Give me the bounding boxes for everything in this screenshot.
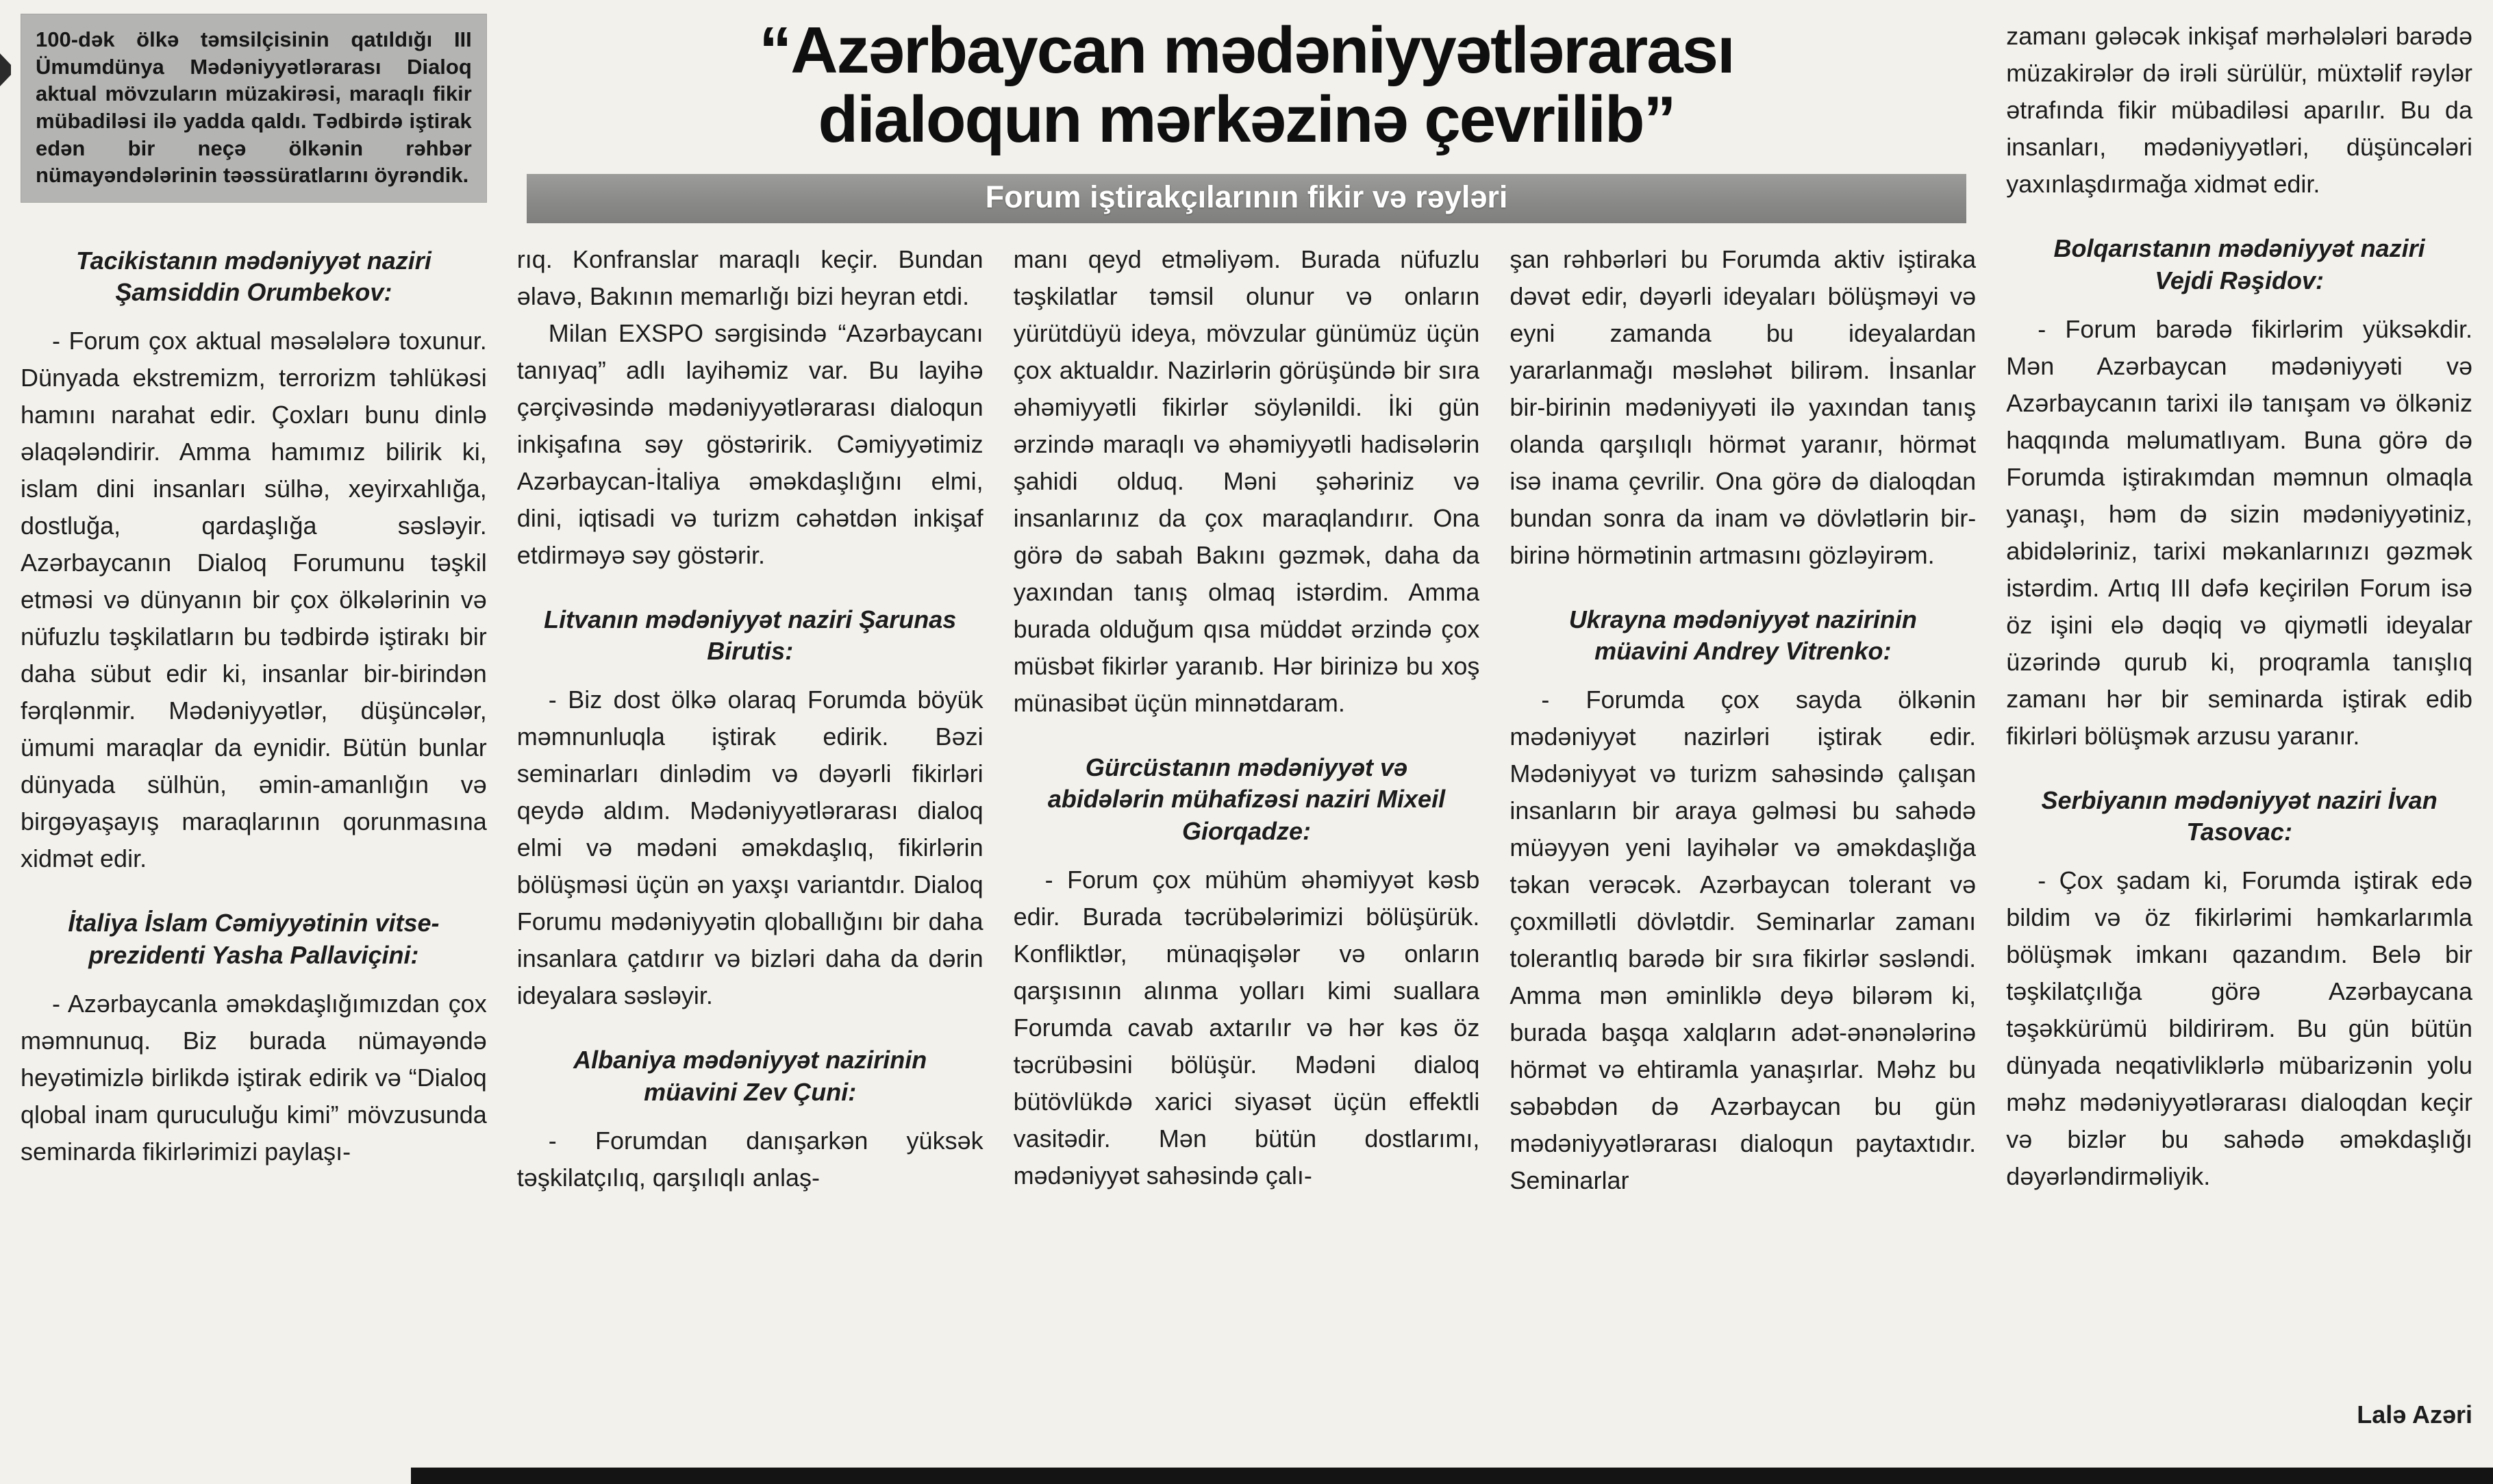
headline xyxy=(517,16,1976,155)
section-heading-serbia: Serbiyanın mədəniyyət naziri İvan Tasovac: xyxy=(2041,785,2438,846)
headline-line-1: “Azərbaycan mədəniyyətlərarası xyxy=(759,14,1734,87)
byline: Lalə Azəri xyxy=(2357,1400,2472,1429)
paragraph: şan rəhbərləri bu Forumda aktiv iştiraka dəvət edir, dəyərli ideyaları bölüşməyi və eyni zamanda bu ideyalardan yararlanmağı məsləhət bilirəm. İnsanlar bir-birinin mədəniyyəti ilə yaxından tanış olanda qarşılıqlı hörmət yaranır, hörmət isə inama çevrilir. Ona görə də dialoqdan bundan sonra da inam və dövlətlərin bir-birinə hörmətinin artmasını gözləyirəm. xyxy=(1509,244,1977,569)
paragraph: - Forum çox aktual məsələlərə toxunur. Dünyada ekstremizm, terrorizm təhlükəsi hamını narahat edir. Çoxları bunu dinlə əlaqələndirir. Amma hamımız bilirik ki, islam dini insanları sülhə, xeyirxahlığa, dostluğa, qardaşlığa səsləyir. Azərbaycanın Dialoq Forumunu təşkil etməsi və dünyanın bir çox ölkələrinin və nüfuzlu təşkilatların bu tədbirdə iştirakı bir daha sübut edir ki, insanlar bir-birindən fərqlənmir. Mədəniyyətlər, düşüncələr, ümumi maraqlar da eynidir. Bütün bunlar dünyada sülhün, əmin-amanlığın və birgəyaşayış maraqlarının qorunmasına xidmət edir. xyxy=(21,327,487,873)
column-5 xyxy=(2006,14,2472,1452)
section-heading-bulgaria: Bolqarıstanın mədəniyyət naziri Vejdi Rəşidov: xyxy=(2053,234,2425,294)
column-2 xyxy=(517,241,984,1452)
section-heading-tajikistan: Tacikistanın mədəniyyət naziri Şamsiddin Orumbekov: xyxy=(75,246,431,307)
column-3 xyxy=(1014,241,1480,1452)
article-header xyxy=(517,14,1976,223)
paragraph: manı qeyd etməliyəm. Burada nüfuzlu təşkilatlar təmsil olunur və onların yürütdüyü ideya, mövzular günümüz üçün çox aktualdır. Nazirlərin görüşündə bir sıra əhəmiyyətli fikirlər söylənildi. İki gün ərzində maraqlı və əhəmiyyətli hadisələrin şahidi olduq. Məni şəhəriniz və insanlarınız da çox maraqlandırır. Ona görə də sabah Bakını gəzmək, daha da yaxından tanış olmaq istərdim. Amma burada olduğum qısa müddət ərzində çox müsbət fikirlər yaranıb. Hər birinizə bu xoş münasibət üçün minnətdaram. xyxy=(1013,244,1480,717)
paragraph: - Forumda çox sayda ölkənin mədəniyyət nazirləri iştirak edir. Mədəniyyət və turizm sahəsində çalışan insanların bir araya gəlməsi bu sahədə müəyyən yeni layihələr və əməkdaşlığa təkan verəcək. Azərbaycan tolerant və çoxmillətli dövlətdir. Seminarlar zamanı tolerantlıq barədə bir sıra fikirlər səsləndi. Amma mən əminliklə deyə bilərəm ki, burada başqa xalqların adət-ənənələrinə hörmət və ehtiramla yanaşırlar. Məhz bu səbəbdən də Azərbaycan bu gün mədəniyyətlərarası dialoqun paytaxtıdır. Seminarlar xyxy=(1509,686,1977,1195)
section-heading-italy: İtaliya İslam Cəmiyyətinin vitse-prezidenti Yasha Pallaviçini: xyxy=(68,909,440,969)
paragraph: - Biz dost ölkə olaraq Forumda böyük məmnunluqla iştirak edirik. Bəzi seminarları dinlədim və dəyərli fikirləri qeydə aldım. Mədəniyyətlərarası dialoq elmi və mədəni əməkdaşlıq, fikirlərin bölüşməsi üçün ən yaxşı variantdır. Dialoq Forumu mədəniyyətin qloballığını bir daha insanlara çatdırır və bizləri daha da dərin ideyalara səsləyir. xyxy=(516,686,984,1010)
paragraph: - Forum çox mühüm əhəmiyyət kəsb edir. Burada təcrübələrimizi bölüşürük. Konfliktlər, münaqişələr və onların qarşısının alınma yolları kimi suallara Forumda cavab axtarılır və hər kəs öz təcrübəsini bölüşür. Mədəni dialoq bütövlükdə xarici siyasət üçün effektli vasitədir. Mən bütün dostlarımı, mədəniyyət sahəsində çalı- xyxy=(1013,865,1480,1190)
paragraph: - Forumdan danışarkən yüksək təşkilatçılıq, qarşılıqlı anlaş- xyxy=(516,1126,984,1192)
section-heading-georgia: Gürcüstanın mədəniyyət və abidələrin mühafizəsi naziri Mixeil Giorqadze: xyxy=(1047,753,1446,846)
lead-summary-text: 100-dək ölkə təmsilçisinin qatıldığı III Ümumdünya Mədəniyyətlərarası Dialoq aktual mövzuların müzakirəsi, maraqlı fikir mübadiləsi ilə yadda qaldı. Tədbirdə iştirak edən bir neçə ölkənin rəhbər nümayəndələrinin təəssüratlarını öyrəndik. xyxy=(36,27,472,188)
paragraph: - Forum barədə fikirlərim yüksəkdir. Mən Azərbaycan mədəniyyəti və Azərbaycanın tarixi ilə tanışam və ölkəniz haqqında məlumatlıyam. Buna görə də Forumda iştirakımdan məmnun olmaqla yanaşı, həm də sizin mədəniyyətiniz, abidələriniz, tarixi məkanlarınızı gəzmək istərdim. Artıq III dəfə keçirilən Forum isə öz işini elə dəqiq və qiymətli ideyalar üzərində qurub ki, proqramla tanışlıq zamanı hər bir seminarda iştirak edib fikirləri bölüşmək arzusu yaranır. xyxy=(2006,314,2472,750)
section-heading-ukraine: Ukrayna mədəniyyət nazirinin müavini Andrey Vitrenko: xyxy=(1568,605,1917,666)
section-heading-albania: Albaniya mədəniyyət nazirinin müavini Zev Çuni: xyxy=(573,1046,927,1106)
subheading-text: Forum iştirakçılarının fikir və rəyləri xyxy=(985,179,1508,214)
paragraph: rıq. Konfranslar maraqlı keçir. Bundan əlavə, Bakının memarlığı bizi heyran etdi. xyxy=(516,244,984,310)
paragraph: - Çox şadam ki, Forumda iştirak edə bildim və öz fikirlərimi həmkarlarımla bölüşmək imkanı qazandım. Belə bir təşkilatçılığa görə Azərbaycana təşəkkürümü bildirirəm. Bu gün bütün dünyada neqativliklərlə mübarizənin yolu məhz mədəniyyətlərarası dialoqdan keçir və bizlər bu sahədə əməkdaşlığı dəyərləndirməliyik. xyxy=(2006,866,2472,1191)
paragraph: - Azərbaycanla əməkdaşlığımızdan çox məmnunuq. Biz burada nümayəndə heyətimizlə birlikdə iştirak edirik və “Dialoq qlobal inam quruculuğu kimi” mövzusunda seminarda fikirlərimizi paylaşı- xyxy=(21,989,487,1166)
column-1 xyxy=(21,241,487,1452)
paragraph: zamanı gələcək inkişaf mərhələləri barədə müzakirələr də irəli sürülür, müxtəlif rəylər ətrafında fikir mübadiləsi aparılır. Bu da insanları, mədəniyyətləri, düşüncələri yaxınlaşdırmağa xidmət edir. xyxy=(2006,22,2472,198)
subheading-banner xyxy=(527,174,1966,223)
column-4 xyxy=(1509,241,1976,1452)
section-heading-lithuania: Litvanın mədəniyyət naziri Şarunas Birutis: xyxy=(544,605,957,666)
headline-line-2: dialoqun mərkəzinə çevrilib” xyxy=(818,82,1675,156)
lead-summary-box xyxy=(21,14,487,203)
bottom-rule xyxy=(411,1468,2493,1484)
paragraph: Milan EXSPO sərgisində “Azərbaycanı tanıyaq” adlı layihəmiz var. Bu layihə çərçivəsində mədəniyyətlərarası dialoqun inkişafına səy göstəririk. Cəmiyyətimiz Azərbaycan-İtaliya əməkdaşlığını elmi, dini, iqtisadi və turizm cəhətdən inkişaf etdirməyə səy göstərir. xyxy=(516,318,984,569)
